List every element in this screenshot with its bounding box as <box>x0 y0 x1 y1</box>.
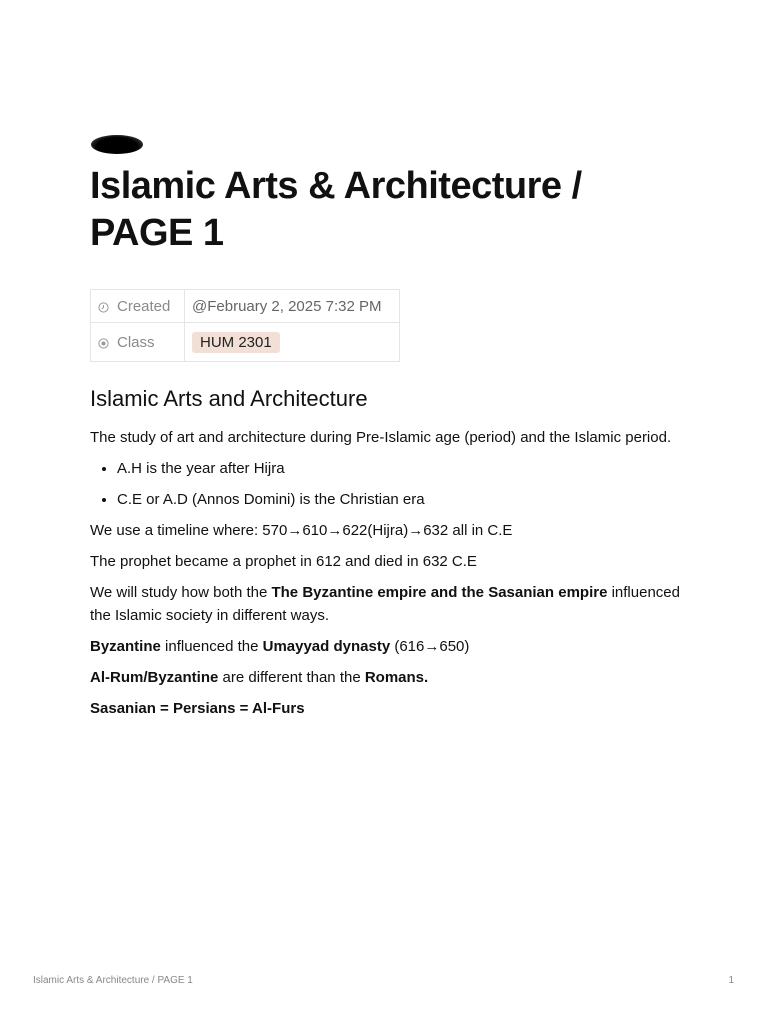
byzantine-mid: influenced the <box>160 638 263 655</box>
list-item: • C.E or A.D (Annos Domini) is the Christian era <box>117 488 680 511</box>
study-text-post: influenced the Islamic society in different ways. <box>90 584 680 624</box>
study-paragraph <box>90 581 680 627</box>
page-title: Islamic Arts & Architecture / PAGE 1 <box>90 165 582 254</box>
bullet-list <box>90 457 680 511</box>
study-text-pre: We will study how both the <box>90 584 272 601</box>
byzantine-bold: Byzantine <box>90 638 161 655</box>
footer-title: Islamic Arts & Architecture / PAGE 1 <box>33 975 193 986</box>
class-badge: HUM 2301 <box>192 332 280 353</box>
byzantine-paragraph <box>90 635 680 658</box>
property-name-created <box>91 290 185 323</box>
study-text-bold: The Byzantine empire and the Sasanian empire <box>271 584 608 601</box>
footer-page-number: 1 <box>728 975 734 986</box>
sasanian-bold: Sasanian = Persians = Al-Furs <box>90 700 305 717</box>
byzantine-post: (616→650) <box>390 638 470 655</box>
romans-bold: Romans. <box>364 669 429 686</box>
clock-icon <box>98 300 109 311</box>
section-heading: Islamic Arts and Architecture <box>90 386 368 411</box>
select-circle-icon <box>98 336 109 347</box>
timeline-paragraph: We use a timeline where: 570→610→622(Hijra)→632 all in C.E <box>90 522 513 539</box>
page-icon <box>91 135 143 154</box>
created-value: @February 2, 2025 7:32 PM <box>185 290 400 323</box>
intro-paragraph: The study of art and architecture during Pre-Islamic age (period) and the Islamic period. <box>90 429 672 446</box>
sasanian-paragraph <box>90 697 680 720</box>
property-row-class <box>91 323 400 362</box>
rum-mid: are different than the <box>218 669 365 686</box>
prophet-paragraph: The prophet became a prophet in 612 and died in 632 C.E <box>90 553 477 570</box>
page-content <box>90 384 680 728</box>
rum-bold: Al-Rum/Byzantine <box>90 669 219 686</box>
umayyad-bold: Umayyad dynasty <box>262 638 391 655</box>
property-name-class <box>91 323 185 362</box>
property-row-created <box>91 290 400 323</box>
created-label: Created <box>117 297 171 315</box>
class-value-cell <box>185 323 400 362</box>
properties-table <box>90 289 400 362</box>
list-item: • A.H is the year after Hijra <box>117 457 680 480</box>
rum-paragraph <box>90 666 680 689</box>
class-label: Class <box>117 333 155 351</box>
